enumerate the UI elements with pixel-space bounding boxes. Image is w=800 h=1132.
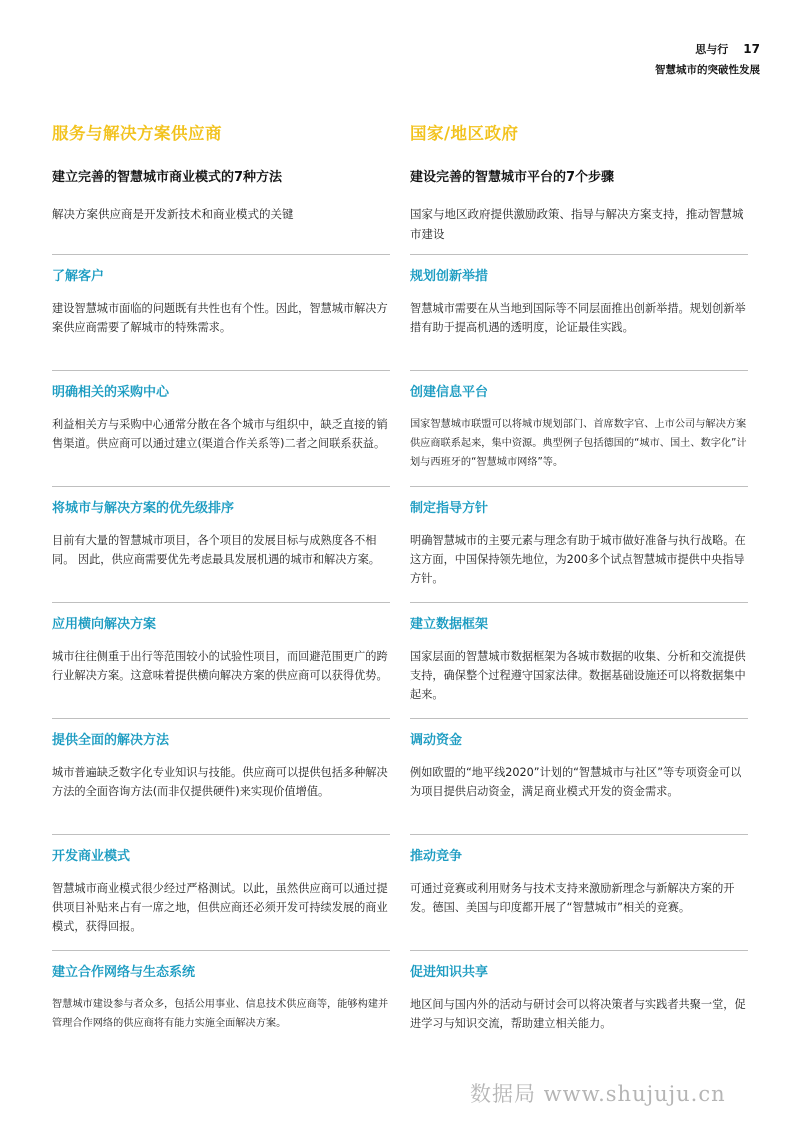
section-text: 国家智慧城市联盟可以将城市规划部门、首席数字官、上市公司与解决方案供应商联系起来，集中资源。典型例子包括德国的“城市、国土、数字化”计划与西班牙的“智慧城市网络”等。 <box>410 419 747 468</box>
section-horizontal-solutions <box>52 603 390 719</box>
section-comprehensive-approach <box>52 719 390 835</box>
left-column <box>52 120 390 1067</box>
section-text: 例如欧盟的“地平线2020”计划的“智慧城市与社区”等专项资金可以为项目提供启动资金，满足商业模式开发的资金需求。 <box>410 766 742 798</box>
section-text: 目前有大量的智慧城市项目，各个项目的发展目标与成熟度各不相同。 因此，供应商需要优先考虑最具发展机遇的城市和解决方案。 <box>52 534 380 566</box>
header-subtitle: 智慧城市的突破性发展 <box>655 64 760 76</box>
watermark: 数据局 www.shujuju.cn <box>470 1082 726 1106</box>
section-info-platform <box>410 371 748 487</box>
left-column-intro: 解决方案供应商是开发新技术和商业模式的关键 <box>52 207 294 221</box>
section-title: 推动竞争 <box>410 849 463 864</box>
section-ecosystems <box>52 951 390 1067</box>
section-purchasing-centers <box>52 371 390 487</box>
section-text: 建设智慧城市面临的问题既有共性也有个性。因此，智慧城市解决方案供应商需要了解城市的特殊需求。 <box>52 302 388 334</box>
section-title: 建立数据框架 <box>410 617 489 632</box>
section-title: 明确相关的采购中心 <box>52 385 170 400</box>
right-column-title: 国家/地区政府 <box>410 124 519 143</box>
section-title: 将城市与解决方案的优先级排序 <box>52 501 235 516</box>
section-business-models <box>52 835 390 951</box>
section-knowledge-sharing <box>410 951 748 1067</box>
section-title: 制定指导方针 <box>410 501 489 516</box>
section-title: 建立合作网络与生态系统 <box>52 965 196 980</box>
section-text: 可通过竞赛或利用财务与技术支持来激励新理念与新解决方案的开发。德国、美国与印度都开展了“智慧城市”相关的竞赛。 <box>410 882 735 914</box>
section-text: 智慧城市需要在从当地到国际等不同层面推出创新举措。规划创新举措有助于提高机遇的透明度，论证最佳实践。 <box>410 302 746 334</box>
section-text: 城市普遍缺乏数字化专业知识与技能。供应商可以提供包括多种解决方法的全面咨询方法(而非仅提供硬件)来实现价值增值。 <box>52 766 388 798</box>
right-column-intro: 国家与地区政府提供激励政策、指导与解决方案支持，推动智慧城市建设 <box>410 207 744 241</box>
section-plan-initiatives <box>410 255 748 371</box>
section-prioritize <box>52 487 390 603</box>
section-title: 规划创新举措 <box>410 269 489 284</box>
section-title: 调动资金 <box>410 733 463 748</box>
section-text: 智慧城市建设参与者众多，包括公用事业、信息技术供应商等，能够构建并管理合作网络的供应商将有能力实施全面解决方案。 <box>52 999 389 1029</box>
section-understand-customers <box>52 255 390 371</box>
section-data-framework <box>410 603 748 719</box>
section-text: 地区间与国内外的活动与研讨会可以将决策者与实践者共聚一堂，促进学习与知识交流，帮助建立相关能力。 <box>410 998 746 1030</box>
section-competition <box>410 835 748 951</box>
section-title: 促进知识共享 <box>410 965 489 980</box>
left-column-subtitle: 建立完善的智慧城市商业模式的7种方法 <box>52 170 283 185</box>
right-column <box>410 120 748 1067</box>
section-text: 国家层面的智慧城市数据框架为各城市数据的收集、分析和交流提供支持，确保整个过程遵守国家法律。数据基础设施还可以将数据集中起来。 <box>410 650 746 701</box>
section-funding <box>410 719 748 835</box>
section-text: 智慧城市商业模式很少经过严格测试。以此，虽然供应商可以通过提供项目补贴来占有一席之地，但供应商还必须开发可持续发展的商业模式，获得回报。 <box>52 882 388 933</box>
page-header <box>655 38 760 80</box>
section-guidelines <box>410 487 748 603</box>
section-title: 创建信息平台 <box>410 385 489 400</box>
right-column-subtitle: 建设完善的智慧城市平台的7个步骤 <box>410 170 615 185</box>
section-title: 提供全面的解决方法 <box>52 733 170 748</box>
section-text: 利益相关方与采购中心通常分散在各个城市与组织中，缺乏直接的销售渠道。供应商可以通过建立(渠道合作关系等)二者之间联系获益。 <box>52 418 388 450</box>
section-text: 城市往往侧重于出行等范围较小的试验性项目，而回避范围更广的跨行业解决方案。这意味着提供横向解决方案的供应商可以获得优势。 <box>52 650 388 682</box>
section-text: 明确智慧城市的主要元素与理念有助于城市做好准备与执行战略。在这方面，中国保持领先地位，为200多个试点智慧城市提供中央指导方针。 <box>410 534 746 585</box>
left-column-title: 服务与解决方案供应商 <box>52 124 222 143</box>
page-number: 17 <box>743 42 760 56</box>
section-title: 应用横向解决方案 <box>52 617 157 632</box>
section-title: 了解客户 <box>52 269 105 284</box>
section-title: 开发商业模式 <box>52 849 131 864</box>
header-title: 思与行 <box>695 43 729 56</box>
